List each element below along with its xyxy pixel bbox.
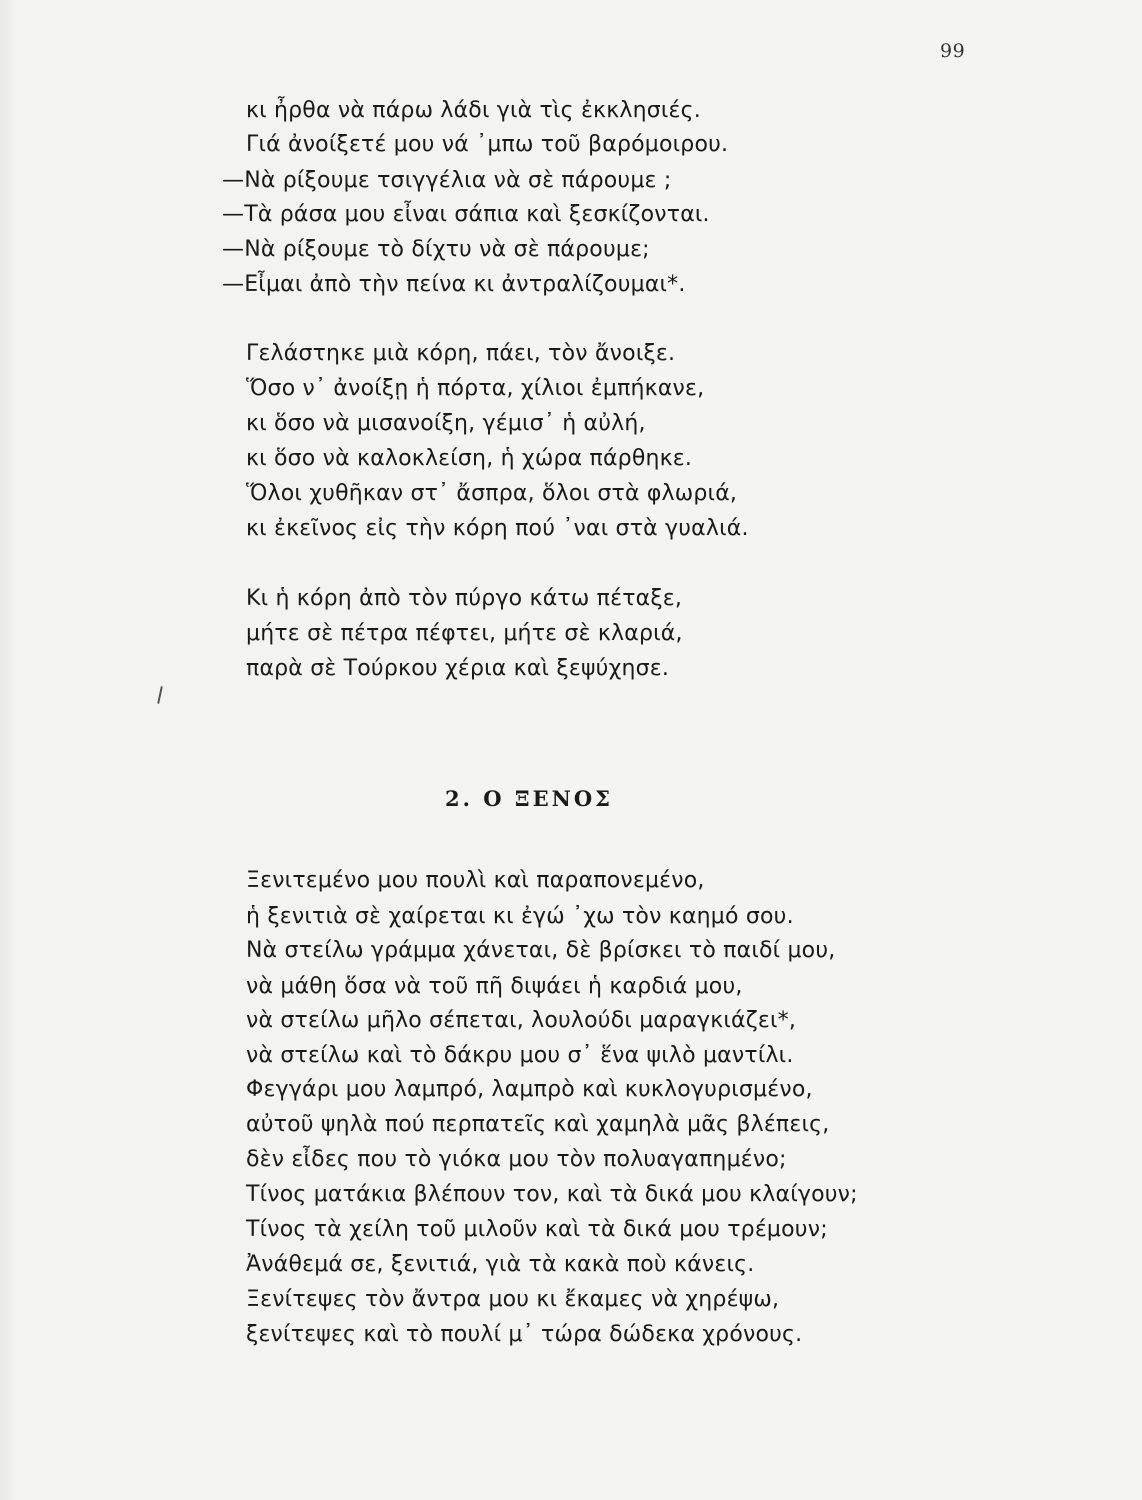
section-title: 2. Ο ΞΕΝΟΣ <box>445 786 613 811</box>
stray-ink-mark <box>157 686 163 704</box>
verse-line: Τίνος ματάκια βλέπουν τον, καὶ τὰ δικά μου κλαίγουν; <box>246 1182 858 1207</box>
verse-line: κι ὅσο νὰ μισανοίξη, γέμισ᾽ ἡ αὐλή, <box>246 411 646 436</box>
verse-line: ξενίτεψες καὶ τὸ πουλί μ᾽ τώρα δώδεκα χρόνους. <box>246 1322 803 1347</box>
verse-line: δὲν εἶδες που τὸ γιόκα μου τὸν πολυαγαπημένο; <box>246 1147 787 1172</box>
verse-line: Ὅσο ν᾽ ἀνοίξῃ ἡ πόρτα, χίλιοι ἐμπήκανε, <box>246 376 705 401</box>
verse-line: παρὰ σὲ Τούρκου χέρια καὶ ξεψύχησε. <box>246 656 670 681</box>
verse-line: —Νὰ ρίξουμε τσιγγέλια νὰ σὲ πάρουμε ; <box>222 168 672 193</box>
verse-line: Ὅλοι χυθῆκαν στ᾽ ἄσπρα, ὅλοι στὰ φλωριά, <box>246 481 738 506</box>
verse-line: Ξενίτεψες τὸν ἄντρα μου κι ἔκαμες νὰ χηρέψω, <box>246 1287 780 1312</box>
verse-line: —Εἶμαι ἀπὸ τὴν πείνα κι ἀντραλίζουμαι*. <box>222 272 686 297</box>
verse-line: Κι ἡ κόρη ἀπὸ τὸν πύργο κάτω πέταξε, <box>246 586 683 611</box>
verse-line: Φεγγάρι μου λαμπρό, λαμπρὸ καὶ κυκλογυρισμένο, <box>246 1077 813 1102</box>
verse-line: κι ἐκεῖνος εἰς τὴν κόρη πού ᾽ναι στὰ γυαλιά. <box>246 516 749 541</box>
verse-line: αὐτοῦ ψηλὰ πού περπατεῖς καὶ χαμηλὰ μᾶς βλέπεις, <box>246 1112 830 1137</box>
verse-line: —Τὰ ράσα μου εἶναι σάπια καὶ ξεσκίζονται. <box>222 202 710 227</box>
verse-line: Νὰ στείλω γράμμα χάνεται, δὲ βρίσκει τὸ παιδί μου, <box>246 938 836 963</box>
verse-line: Ἀνάθεμά σε, ξενιτιά, γιὰ τὰ κακὰ ποὺ κάνεις. <box>246 1252 755 1277</box>
verse-line: Γιά ἀνοίξετέ μου νά ᾽μπω τοῦ βαρόμοιρου. <box>246 132 729 157</box>
verse-line: νὰ στείλω καὶ τὸ δάκρυ μου σ᾽ ἕνα ψιλὸ μαντίλι. <box>246 1043 794 1068</box>
verse-line: νὰ μάθη ὅσα νὰ τοῦ πῆ διψάει ἡ καρδιά μου, <box>246 974 743 999</box>
verse-line: νὰ στείλω μῆλο σέπεται, λουλούδι μαραγκιάζει*, <box>246 1008 797 1033</box>
verse-line: Γελάστηκε μιὰ κόρη, πάει, τὸν ἄνοιξε. <box>246 341 676 366</box>
verse-line: κι ἦρθα νὰ πάρω λάδι γιὰ τὶς ἐκκλησιές. <box>246 98 701 123</box>
verse-line: μήτε σὲ πέτρα πέφτει, μήτε σὲ κλαριά, <box>246 621 683 646</box>
verse-line: —Νὰ ρίξουμε τὸ δίχτυ νὰ σὲ πάρουμε; <box>222 237 650 262</box>
verse-line: Ξενιτεμένο μου πουλὶ καὶ παραπονεμένο, <box>246 868 705 893</box>
verse-line: κι ὅσο νὰ καλοκλείση, ἡ χώρα πάρθηκε. <box>246 446 693 471</box>
verse-line: Τίνος τὰ χείλη τοῦ μιλοῦν καὶ τὰ δικά μου τρέμουν; <box>246 1217 828 1242</box>
page-number: 99 <box>940 40 966 62</box>
verse-line: ἡ ξενιτιὰ σὲ χαίρεται κι ἐγώ ᾽χω τὸν καημό σου. <box>246 904 794 929</box>
